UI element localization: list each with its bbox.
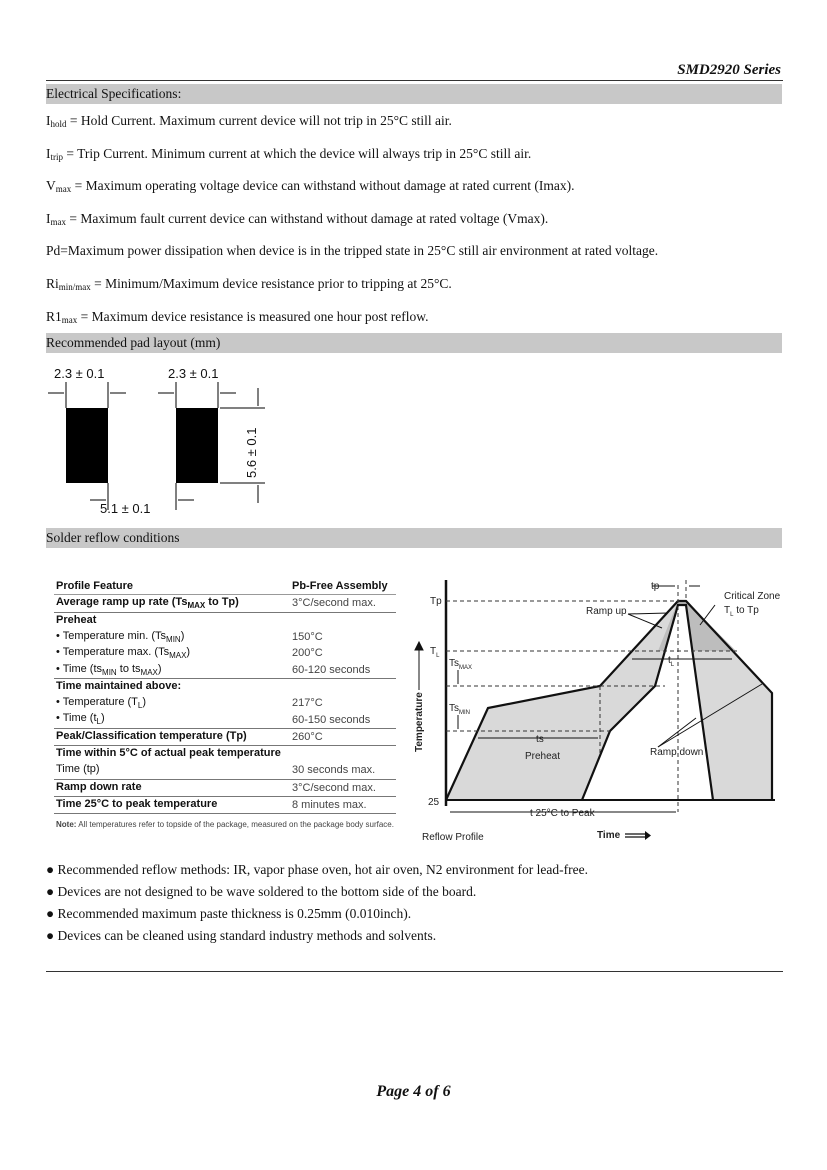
value-cell: 3°C/second max. <box>290 779 396 796</box>
label-tp-top: tp <box>651 581 660 592</box>
definition-6: $R1_{max}$ = Maximum device resistance is measured one hour post reflow. <box>46 308 429 325</box>
label-tl-to-tp: $T_L$ to Tp <box>724 605 759 618</box>
table-note: Note: All temperatures refer to topside of the package, measured on the package body surface. <box>56 820 394 829</box>
page-number: Page 4 of 6 <box>376 1083 451 1100</box>
value-cell: 200°C <box>292 647 323 660</box>
feature-cell: Preheat <box>56 613 97 626</box>
table-row <box>54 762 396 779</box>
definition-4: Pd=Maximum power dissipation when device is in the tripped state in 25°C still air environment at rated voltage. <box>46 243 659 259</box>
feature-cell: Time within 5°C of actual peak temperature <box>56 747 281 760</box>
series-title: SMD2920 Series <box>677 62 781 78</box>
table-row <box>54 661 396 678</box>
feature-cell: • Time ($ts_{MIN}$ to $ts_{MAX}$) <box>54 661 290 678</box>
table-row <box>54 595 396 612</box>
definition-3: $I_{max}$ = Maximum fault current device can withstand without damage at rated voltage (Vmax). <box>46 210 549 227</box>
label-preheat: Preheat <box>525 751 561 762</box>
value-cell: 150°C <box>292 631 323 644</box>
profile-table <box>54 578 396 814</box>
footer-divider <box>46 971 783 972</box>
definition-2: $V_{max}$ = Maximum operating voltage device can withstand without damage at rated current (Imax). <box>46 178 575 195</box>
value-cell: 30 seconds max. <box>290 762 396 779</box>
pad-height: 5.6 ± 0.1 <box>244 427 259 478</box>
value-cell: 260°C <box>290 728 396 745</box>
pad-width-right: 2.3 ± 0.1 <box>168 366 219 381</box>
feature-cell: Time (tp) <box>54 762 290 779</box>
table-row <box>54 796 396 813</box>
label-critical-zone: Critical Zone <box>724 591 781 602</box>
section-electrical: Electrical Specifications: <box>46 84 782 104</box>
col-header-feature: Profile Feature <box>54 578 290 595</box>
value-cell <box>290 612 396 629</box>
header-divider <box>46 80 783 81</box>
label-time: Time <box>597 830 621 841</box>
label-caption: Reflow Profile <box>422 832 484 843</box>
bullet-item: ● Devices can be cleaned using standard industry methods and solvents. <box>46 928 437 943</box>
definition-1: $I_{trip}$ = Trip Current. Minimum current at which the device will always trip in 25°C still air. <box>46 145 532 162</box>
label-temperature: Temperature <box>414 692 425 752</box>
value-cell: 60-150 seconds <box>290 711 396 728</box>
label-t25-peak: t 25°C to Peak <box>530 808 595 819</box>
bullet-item: ● Recommended maximum paste thickness is 0.25mm (0.010inch). <box>46 906 412 921</box>
value-cell <box>290 678 396 695</box>
table-row <box>54 629 396 645</box>
feature-cell: Average ramp up rate ($Ts_{MAX}$ to Tp) <box>54 595 290 612</box>
pad-left <box>66 408 108 483</box>
feature-cell: • Time $(t_L)$ <box>54 711 290 728</box>
table-row <box>54 678 396 695</box>
value-cell: 60-120 seconds <box>290 661 396 678</box>
label-tl: $T_L$ <box>430 646 440 659</box>
section-pad-layout: Recommended pad layout (mm) <box>46 333 782 353</box>
table-row <box>54 779 396 796</box>
definition-5: $Ri_{min/max}$ = Minimum/Maximum device resistance prior to tripping at 25°C. <box>46 276 452 292</box>
feature-cell: Peak/Classification temperature (Tp) <box>54 728 290 745</box>
table-row <box>54 728 396 745</box>
label-tsmin: $Ts_{MIN}$ <box>449 703 470 716</box>
feature-cell: Time 25°C to peak temperature <box>54 796 290 813</box>
label-tp: Tp <box>430 596 442 607</box>
label-tl-span: $t_L$ <box>668 655 675 668</box>
label-ts: ts <box>536 734 544 745</box>
value-cell: 3°C/second max. <box>290 595 396 612</box>
definition-0: $I_{hold}$ = Hold Current. Maximum current device will not trip in 25°C still air. <box>46 113 452 129</box>
feature-cell: • Temperature max. $(Ts_{MAX})$ <box>56 646 191 661</box>
bullet-item: ● Recommended reflow methods: IR, vapor phase oven, hot air oven, N2 environment for lead-free. <box>46 862 588 877</box>
table-row <box>54 612 396 629</box>
table-row <box>54 711 396 728</box>
pad-right <box>176 408 218 483</box>
label-ramp-up: Ramp up <box>586 606 627 617</box>
table-row <box>54 695 396 711</box>
value-cell: 217°C <box>292 697 323 710</box>
label-tsmax: $Ts_{MAX}$ <box>449 658 473 671</box>
table-row <box>54 745 396 762</box>
value-cell: 8 minutes max. <box>290 796 396 813</box>
value-cell <box>290 745 396 762</box>
table-row <box>54 645 396 661</box>
feature-cell: Time maintained above: <box>56 679 182 692</box>
label-ramp-down: Ramp down <box>650 747 704 758</box>
feature-cell: Ramp down rate <box>54 779 290 796</box>
pad-gap: 5.1 ± 0.1 <box>100 501 151 516</box>
pad-layout-diagram <box>40 360 280 520</box>
col-header-assembly: Pb-Free Assembly <box>290 578 396 595</box>
reflow-profile-diagram <box>410 570 790 850</box>
pad-width-left: 2.3 ± 0.1 <box>54 366 105 381</box>
bullet-item: ● Devices are not designed to be wave soldered to the bottom side of the board. <box>46 884 477 899</box>
label-25: 25 <box>428 797 440 808</box>
feature-cell: • Temperature $(T_L)$ <box>56 696 147 711</box>
feature-cell: • Temperature min. $(Ts_{MIN})$ <box>56 629 185 645</box>
section-reflow: Solder reflow conditions <box>46 528 782 548</box>
